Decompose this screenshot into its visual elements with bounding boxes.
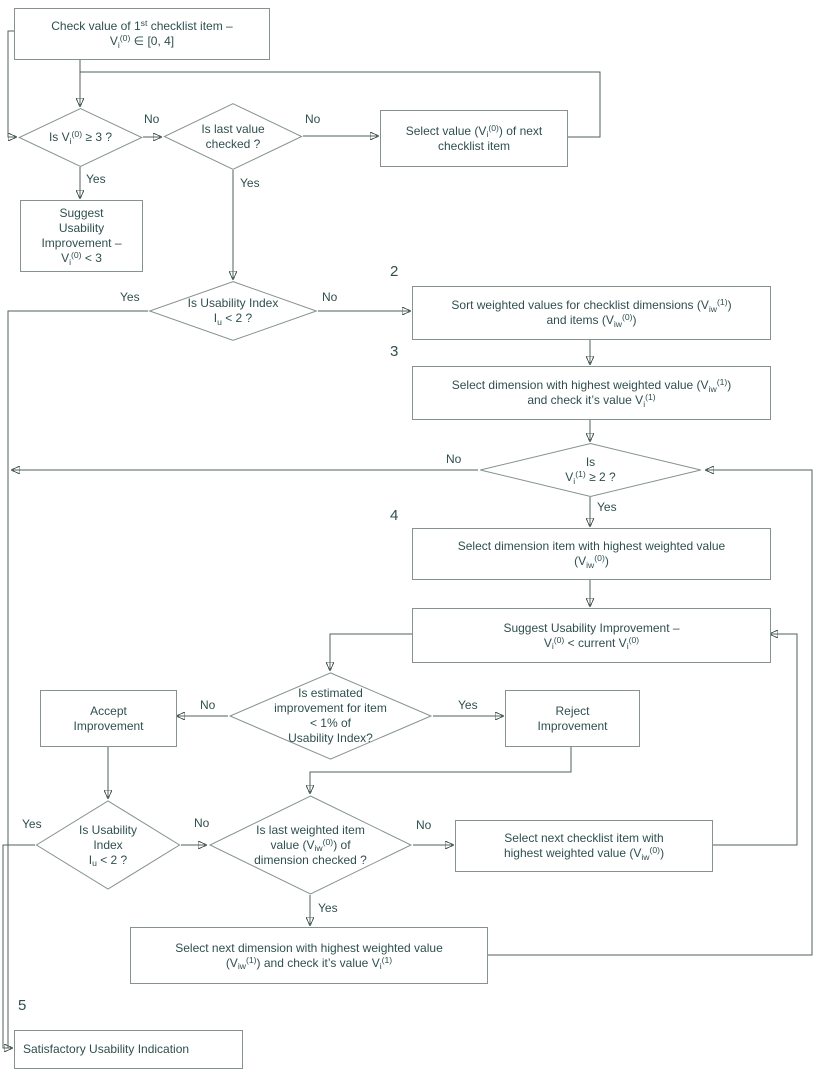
- step-number-2: 2: [390, 263, 399, 280]
- edge-label-no-is-estimated: No: [200, 698, 216, 712]
- edge-label-yes-is-estimated: Yes: [458, 698, 478, 712]
- node-select-next-value-label: Select value $(V_i^{(0)})$ of next checklist item: [405, 122, 543, 153]
- node-suggest-improvement-current-label: Suggest Usability Improvement – $V_i^{(0)}$ < current $V_i^{(0)}$: [503, 620, 680, 652]
- node-is-usability-index-lt2-bottom: [35, 800, 181, 890]
- node-satisfactory-indication-label: Satisfactory Usability Indication: [23, 1042, 190, 1056]
- edge-label-no-is-ge2: No: [446, 452, 462, 466]
- edge-label-no-is-ge3: No: [144, 112, 160, 126]
- node-satisfactory-indication: [14, 1030, 243, 1069]
- edge-label-yes-usability-bottom: Yes: [22, 817, 42, 831]
- node-select-next-checklist-item: [455, 820, 713, 872]
- node-check-first-item-label: Check value of 1st checklist item – $V_i^{(0)}$ ∈ [0, 4]: [51, 18, 233, 50]
- edge-label-yes-is-last-checked: Yes: [240, 176, 260, 190]
- node-is-estimated-improvement-lt1pct-label: Is estimated improvement for item < 1% of Usability Index?: [274, 686, 387, 745]
- node-accept-improvement: [40, 690, 177, 747]
- node-select-next-value: [380, 110, 568, 167]
- node-is-usability-index-lt2-bottom-label: Is Usability Index $I_u < 2$ ?: [78, 822, 137, 869]
- edge-label-yes-is-ge2: Yes: [597, 500, 617, 514]
- node-accept-improvement-label: Accept Improvement: [73, 703, 144, 733]
- step-number-5: 5: [18, 997, 27, 1014]
- step-number-4: 4: [390, 507, 399, 524]
- edge-label-yes-usability-top: Yes: [120, 290, 140, 304]
- node-reject-improvement: [505, 690, 640, 747]
- edge-suggest-to-is-estimated: [330, 634, 412, 670]
- node-is-estimated-improvement-lt1pct: [228, 672, 433, 760]
- edge-label-yes-is-ge3: Yes: [86, 172, 106, 186]
- node-is-last-weighted-item-checked-label: Is last weighted item value $(V_{iw}^{(0)})$ of dimension checked ?: [254, 822, 367, 867]
- node-select-dimension-label: Select dimension with highest weighted value $(V_{iw}^{(1)})$ and check it’s value $V_i^{(1)}$: [451, 377, 732, 409]
- edge-label-no-usability-bottom: No: [194, 816, 210, 830]
- node-select-dimension: [412, 366, 771, 420]
- edge-select-next-item-loop: [711, 634, 797, 845]
- node-select-next-dimension-label: Select next dimension with highest weighted value $(V_{iw}^{(1)})$ and check it’s value $V_i^{(1)}$: [175, 940, 443, 972]
- node-is-last-value-checked: [163, 103, 303, 170]
- node-is-value-ge3: [18, 108, 143, 167]
- edge-label-no-is-last-weighted: No: [416, 818, 432, 832]
- node-suggest-improvement-current: [412, 608, 771, 663]
- node-check-first-item: [14, 8, 270, 60]
- edge-label-no-is-last-checked: No: [305, 112, 321, 126]
- node-is-usability-index-lt2-top: [148, 281, 318, 341]
- node-is-dimension-value-ge2: [478, 443, 703, 497]
- node-is-value-ge3-label: Is $V_i^{(0)} \ge 3$ ?: [48, 129, 113, 146]
- node-select-dimension-item-label: Select dimension item with highest weighted value $(V_{iw}^{(0)})$: [457, 539, 726, 570]
- node-is-last-weighted-item-checked: [208, 795, 413, 895]
- node-select-dimension-item: [412, 528, 771, 580]
- edge-label-yes-is-last-weighted: Yes: [318, 901, 338, 915]
- edge-usability-top-yes: [8, 311, 148, 1048]
- step-number-3: 3: [390, 343, 399, 360]
- node-is-last-value-checked-label: Is last value checked ?: [201, 121, 265, 151]
- node-is-dimension-value-ge2-label: Is $V_i^{(1)} \ge 2$ ?: [565, 455, 616, 486]
- node-sort-weighted-values-label: Sort weighted values for checklist dimensions $(V_{iw}^{(1)})$ and items $(V_{iw}^{(0)})$: [451, 297, 732, 329]
- node-is-usability-index-lt2-top-label: Is Usability Index $I_u < 2$ ?: [187, 296, 279, 327]
- node-select-next-checklist-item-label: Select next checklist item with highest weighted value $(V_{iw}^{(0)})$: [503, 831, 665, 862]
- node-reject-improvement-label: Reject Improvement: [537, 703, 608, 733]
- node-select-next-dimension: [130, 927, 488, 984]
- edge-label-no-usability-top: No: [322, 290, 338, 304]
- node-sort-weighted-values: [412, 286, 771, 340]
- node-suggest-improvement-lt3-label: Suggest Usability Improvement – $V_i^{(0)} < 3$: [41, 206, 122, 267]
- node-suggest-improvement-lt3: [20, 200, 143, 272]
